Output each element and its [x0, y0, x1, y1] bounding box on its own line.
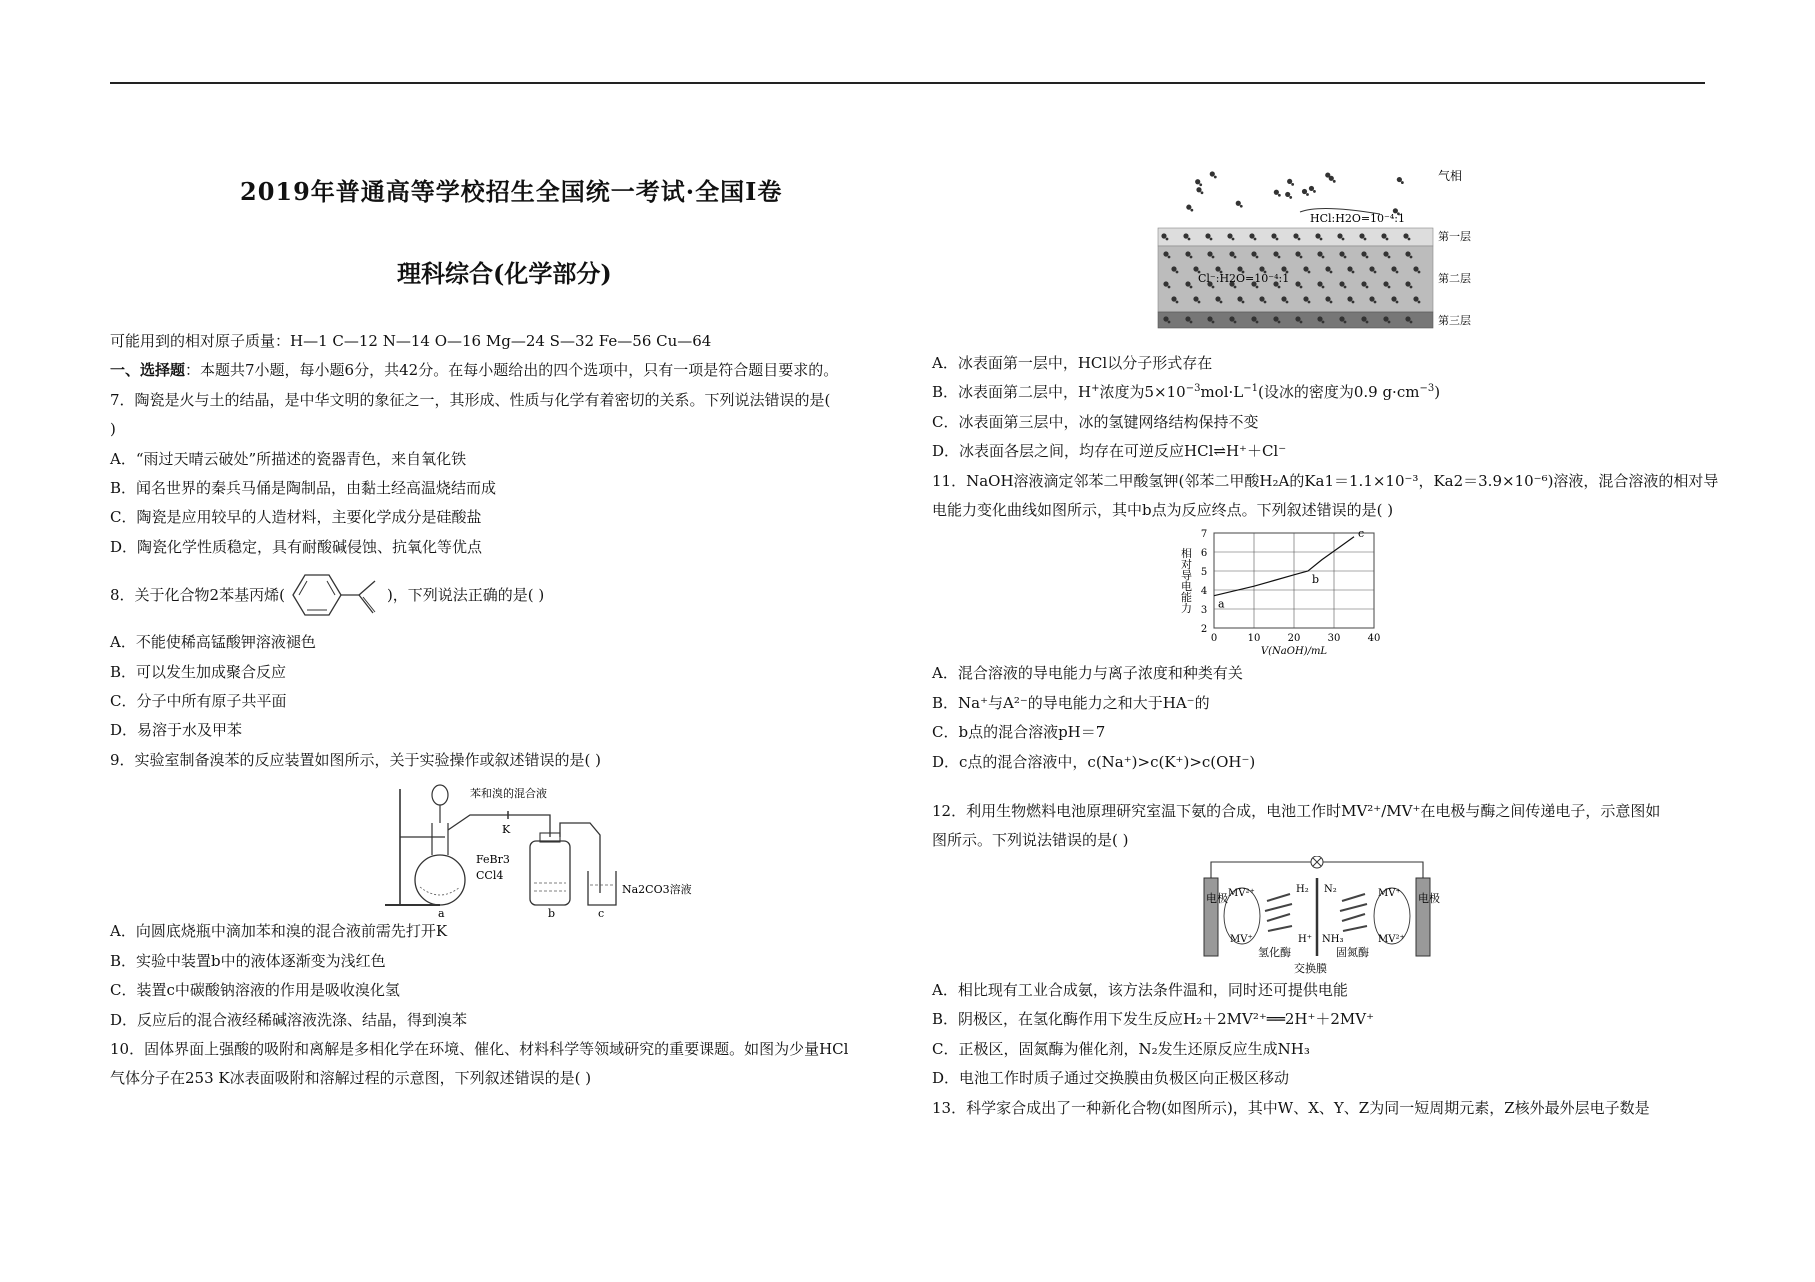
water-molecule-icon — [1168, 286, 1171, 289]
water-molecule-icon — [1344, 321, 1347, 324]
water-molecule-icon — [1210, 171, 1215, 176]
water-molecule-icon — [1185, 316, 1190, 321]
x-tick-label: 0 — [1210, 633, 1218, 645]
q7-option-d: D．陶瓷化学性质稳定，具有耐酸碱侵蚀、抗氧化等优点 — [110, 537, 483, 556]
q8-option-a: A．不能使稀高锰酸钾溶液褪色 — [110, 633, 316, 652]
water-molecule-icon — [1278, 256, 1281, 259]
water-molecule-icon — [1306, 193, 1309, 196]
x-tick-label: 20 — [1287, 633, 1301, 645]
label-layer1: 第一层 — [1438, 230, 1471, 243]
water-molecule-icon — [1190, 256, 1193, 259]
water-molecule-icon — [1199, 183, 1202, 186]
water-molecule-icon — [1329, 176, 1334, 181]
water-molecule-icon — [1259, 296, 1264, 301]
water-molecule-icon — [1273, 251, 1278, 256]
water-molecule-icon — [1259, 266, 1264, 271]
water-molecule-icon — [1185, 251, 1190, 256]
label-ccl4: CCl4 — [476, 869, 504, 883]
section-head: 一、选择题 — [110, 361, 186, 380]
q7-stem: 7．陶瓷是火与土的结晶，是中华文明的象征之一，其形成、性质与化学有着密切的关系。下列说法错误的是( — [110, 390, 831, 409]
water-molecule-icon — [1215, 296, 1220, 301]
water-molecule-icon — [1281, 296, 1286, 301]
water-molecule-icon — [1315, 233, 1320, 238]
section-intro — [110, 356, 905, 385]
water-molecule-icon — [1342, 238, 1345, 241]
water-molecule-icon — [1229, 251, 1234, 256]
conductivity-line — [1214, 537, 1354, 596]
q10-option-b: B．冰表面第二层中，H+浓度为$5\times 10^{-3}mol\cdot L^{-1}$(设冰的密度为0.9 $g\cdot cm^{-3}$) — [932, 383, 1441, 402]
label-febr3: FeBr3 — [476, 853, 510, 867]
q11-chart-figure — [932, 525, 1712, 659]
q9-stem: 9．实验室制备溴苯的反应装置如图所示，关于实验操作或叙述错误的是( ) — [110, 750, 602, 769]
water-molecule-icon — [1214, 176, 1217, 179]
q13-stem: 13．科学家合成出了一种新化合物(如图所示)，其中W、X、Y、Z为同一短周期元素，Z核外最外层电子数是 — [932, 1098, 1650, 1117]
water-molecule-icon — [1278, 321, 1281, 324]
q8-stem-pre: 8．关于化合物2苯基丙烯( — [110, 585, 285, 604]
q10-b-end: (设冰的密度为0.9 g·cm — [1257, 383, 1420, 402]
y-tick-label: 2 — [1200, 624, 1208, 636]
water-molecule-icon — [1364, 238, 1367, 241]
label-hydrogenase: 氢化酶 — [1258, 945, 1291, 959]
water-molecule-icon — [1339, 251, 1344, 256]
q9-option-c: C．装置c中碳酸钠溶液的作用是吸收溴化氢 — [110, 981, 400, 1000]
water-molecule-icon — [1401, 181, 1404, 184]
left-column — [110, 327, 905, 1094]
q12-option-c: C．正极区，固氮酶为催化剂，N₂发生还原反应生成NH₃ — [932, 1039, 1310, 1058]
water-molecule-icon — [1418, 271, 1421, 274]
y-tick-label: 5 — [1200, 567, 1208, 579]
bromobenzene-apparatus-diagram — [110, 775, 905, 917]
water-molecule-icon — [1298, 238, 1301, 241]
water-molecule-icon — [1330, 271, 1333, 274]
q8-stem — [110, 562, 905, 628]
q11-option-a: A．混合溶液的导电能力与离子浓度和种类有关 — [932, 664, 1243, 683]
q10-b-post: mol·L — [1200, 383, 1244, 402]
q10-b-close: ) — [1434, 383, 1441, 402]
water-molecule-icon — [1234, 256, 1237, 259]
label-h: H⁺ — [1298, 933, 1312, 945]
water-molecule-icon — [1171, 266, 1176, 271]
water-molecule-icon — [1413, 296, 1418, 301]
label-layer2: 第二层 — [1438, 272, 1471, 285]
water-molecule-icon — [1291, 183, 1294, 186]
exam-subtitle: 理科综合(化学部分) — [397, 259, 612, 288]
water-molecule-icon — [1273, 316, 1278, 321]
water-molecule-icon — [1374, 301, 1377, 304]
q9-option-a: A．向圆底烧瓶中滴加苯和溴的混合液前需先打开K — [110, 922, 448, 941]
water-molecule-icon — [1317, 251, 1322, 256]
water-molecule-icon — [1163, 281, 1168, 286]
water-molecule-icon — [1161, 233, 1166, 238]
water-molecule-icon — [1207, 251, 1212, 256]
label-n2: N₂ — [1324, 883, 1337, 895]
water-molecule-icon — [1303, 266, 1308, 271]
section-desc: ：本题共7小题，每小题6分，共42分。在每小题给出的四个选项中，只有一项是符合题目要求的。 — [185, 361, 839, 380]
x-tick-label: 40 — [1367, 633, 1381, 645]
water-molecule-icon — [1212, 321, 1215, 324]
water-molecule-icon — [1193, 266, 1198, 271]
water-molecule-icon — [1347, 266, 1352, 271]
water-molecule-icon — [1391, 266, 1396, 271]
q11-option-d: D．c点的混合溶液中，c(Na⁺)>c(K⁺)>c(OH⁻) — [932, 752, 1256, 771]
water-molecule-icon — [1237, 266, 1242, 271]
q8-option-c: C．分子中所有原子共平面 — [110, 692, 287, 711]
point-label-c: c — [1358, 527, 1365, 541]
water-molecule-icon — [1176, 271, 1179, 274]
label-layer3: 第三层 — [1438, 314, 1471, 327]
q10-option-a: A．冰表面第一层中，HCl以分子形式存在 — [932, 354, 1213, 372]
water-molecule-icon — [1300, 286, 1303, 289]
phenylpropene-structure-figure — [285, 567, 387, 623]
water-molecule-icon — [1418, 301, 1421, 304]
water-molecule-icon — [1190, 209, 1193, 212]
label-b: b — [548, 907, 556, 918]
water-molecule-icon — [1322, 256, 1325, 259]
water-molecule-icon — [1163, 251, 1168, 256]
q12-option-b: B．阴极区，在氢化酶作用下发生反应H₂＋2MV²⁺══2H⁺＋2MV⁺ — [932, 1010, 1375, 1029]
water-molecule-icon — [1300, 321, 1303, 324]
top-rule — [110, 82, 1705, 84]
water-molecule-icon — [1198, 301, 1201, 304]
water-molecule-icon — [1185, 281, 1190, 286]
water-molecule-icon — [1201, 191, 1204, 194]
q10-option-d: D．冰表面各层之间，均存在可逆反应HCl⇌H⁺＋Cl⁻ — [932, 442, 1287, 461]
water-molecule-icon — [1403, 233, 1408, 238]
water-molecule-icon — [1264, 301, 1267, 304]
water-molecule-icon — [1254, 238, 1257, 241]
water-molecule-icon — [1339, 316, 1344, 321]
water-molecule-icon — [1285, 192, 1290, 197]
water-molecule-icon — [1232, 238, 1235, 241]
label-mv1-right: MV⁺ — [1378, 887, 1401, 899]
water-molecule-icon — [1256, 321, 1259, 324]
water-molecule-icon — [1236, 201, 1241, 206]
q12-option-a: A．相比现有工业合成氨，该方法条件温和，同时还可提供电能 — [932, 980, 1348, 999]
water-molecule-icon — [1388, 286, 1391, 289]
water-molecule-icon — [1330, 301, 1333, 304]
point-label-b: b — [1312, 573, 1320, 587]
water-molecule-icon — [1302, 189, 1307, 194]
label-a: a — [438, 907, 445, 918]
water-molecule-icon — [1309, 186, 1314, 191]
label-mv1-left: MV⁺ — [1230, 933, 1253, 945]
water-molecule-icon — [1293, 233, 1298, 238]
q10-option-c: C．冰表面第三层中，冰的氢键网络结构保持不变 — [932, 412, 1259, 431]
label-gas-phase: 气相 — [1438, 169, 1463, 183]
water-molecule-icon — [1410, 321, 1413, 324]
water-molecule-icon — [1361, 251, 1366, 256]
water-molecule-icon — [1234, 286, 1237, 289]
water-molecule-icon — [1359, 233, 1364, 238]
label-h2: H₂ — [1296, 883, 1309, 895]
water-molecule-icon — [1413, 266, 1418, 271]
water-molecule-icon — [1251, 316, 1256, 321]
q9-option-d: D．反应后的混合液经稀碱溶液洗涤、结晶，得到溴苯 — [110, 1010, 468, 1029]
q9-apparatus-figure — [110, 775, 905, 917]
water-molecule-icon — [1388, 256, 1391, 259]
water-molecule-icon — [1352, 271, 1355, 274]
ice-surface-figure — [1150, 164, 1490, 334]
q9-option-b: B．实验中装置b中的液体逐渐变为浅红色 — [110, 951, 386, 970]
water-molecule-icon — [1256, 286, 1259, 289]
label-electrode-right: 电极 — [1418, 891, 1440, 905]
water-molecule-icon — [1188, 238, 1191, 241]
water-molecule-icon — [1295, 281, 1300, 286]
water-molecule-icon — [1352, 301, 1355, 304]
water-molecule-icon — [1308, 271, 1311, 274]
fuel-cell-diagram — [932, 856, 1712, 976]
water-molecule-icon — [1183, 233, 1188, 238]
water-molecule-icon — [1408, 238, 1411, 241]
water-molecule-icon — [1333, 180, 1336, 183]
q7-option-b: B．闻名世界的秦兵马俑是陶制品，由黏土经高温烧结而成 — [110, 479, 497, 498]
water-molecule-icon — [1295, 251, 1300, 256]
water-molecule-icon — [1163, 316, 1168, 321]
label-mv2-left: MV²⁺ — [1228, 887, 1255, 899]
water-molecule-icon — [1308, 301, 1311, 304]
water-molecule-icon — [1405, 281, 1410, 286]
water-molecule-icon — [1295, 316, 1300, 321]
q12-option-d: D．电池工作时质子通过交换膜由负极区向正极区移动 — [932, 1069, 1290, 1088]
water-molecule-icon — [1168, 321, 1171, 324]
water-molecule-icon — [1347, 296, 1352, 301]
y-tick-label: 6 — [1200, 548, 1208, 560]
water-molecule-icon — [1207, 316, 1212, 321]
water-molecule-icon — [1281, 266, 1286, 271]
water-molecule-icon — [1366, 286, 1369, 289]
water-molecule-icon — [1186, 205, 1191, 210]
water-molecule-icon — [1190, 321, 1193, 324]
water-molecule-icon — [1410, 256, 1413, 259]
water-molecule-icon — [1278, 194, 1281, 197]
x-tick-label: 10 — [1247, 633, 1261, 645]
water-molecule-icon — [1229, 316, 1234, 321]
water-molecule-icon — [1320, 238, 1323, 241]
q7-option-c: C．陶瓷是应用较早的人造材料，主要化学成分是硅酸盐 — [110, 508, 482, 527]
water-molecule-icon — [1287, 179, 1292, 184]
label-c: c — [598, 907, 605, 918]
label-na2co3: Na2CO3溶液 — [622, 883, 692, 897]
water-molecule-icon — [1168, 256, 1171, 259]
water-molecule-icon — [1366, 321, 1369, 324]
water-molecule-icon — [1369, 266, 1374, 271]
water-molecule-icon — [1240, 205, 1243, 208]
y-tick-label: 4 — [1200, 586, 1208, 598]
water-molecule-icon — [1344, 256, 1347, 259]
y-tick-label: 3 — [1200, 605, 1208, 617]
water-molecule-icon — [1166, 238, 1169, 241]
water-molecule-icon — [1383, 316, 1388, 321]
label-cl-ratio: Cl⁻:H2O=10⁻⁴:1 — [1198, 272, 1290, 285]
water-molecule-icon — [1176, 301, 1179, 304]
exam-title: 2019年普通高等学校招生全国统一考试·全国Ⅰ卷 — [240, 177, 783, 206]
x-axis-label: V(NaOH)/mL — [1260, 646, 1328, 658]
water-molecule-icon — [1374, 271, 1377, 274]
water-molecule-icon — [1405, 316, 1410, 321]
water-molecule-icon — [1196, 187, 1201, 192]
water-molecule-icon — [1391, 296, 1396, 301]
q7-option-a: A．“雨过天晴云破处”所描述的瓷器青色，来自氧化铁 — [110, 449, 467, 468]
right-column — [932, 349, 1719, 1123]
q12-stem-cont: 图所示。下列说法错误的是( ) — [932, 831, 1129, 850]
water-molecule-icon — [1325, 296, 1330, 301]
q10-b-mid: 浓度为5×10 — [1099, 383, 1186, 402]
water-molecule-icon — [1286, 301, 1289, 304]
label-nitrogenase: 固氮酶 — [1336, 945, 1369, 959]
q11-stem-cont: 电能力变化曲线如图所示，其中b点为反应终点。下列叙述错误的是( ) — [932, 501, 1394, 520]
x-tick-label: 30 — [1327, 633, 1341, 645]
point-label-a: a — [1218, 598, 1225, 612]
water-molecule-icon — [1193, 296, 1198, 301]
water-molecule-icon — [1212, 286, 1215, 289]
water-molecule-icon — [1369, 296, 1374, 301]
water-molecule-icon — [1190, 286, 1193, 289]
y-tick-label: 7 — [1200, 529, 1208, 541]
q11-option-b: B．Na⁺与A²⁻的导电能力之和大于HA⁻的 — [932, 693, 1210, 712]
q11-option-c: C．b点的混合溶液pH＝7 — [932, 723, 1106, 742]
water-molecule-icon — [1256, 256, 1259, 259]
water-molecule-icon — [1325, 266, 1330, 271]
water-molecule-icon — [1337, 233, 1342, 238]
water-molecule-icon — [1396, 301, 1399, 304]
water-molecule-icon — [1303, 296, 1308, 301]
label-membrane: 交换膜 — [1294, 961, 1327, 975]
water-molecule-icon — [1171, 296, 1176, 301]
water-molecule-icon — [1212, 256, 1215, 259]
water-molecule-icon — [1234, 321, 1237, 324]
water-molecule-icon — [1383, 251, 1388, 256]
water-molecule-icon — [1271, 233, 1276, 238]
water-molecule-icon — [1220, 301, 1223, 304]
water-molecule-icon — [1210, 238, 1213, 241]
water-molecule-icon — [1383, 281, 1388, 286]
q8-stem-post: )，下列说法正确的是( ) — [386, 585, 545, 604]
water-molecule-icon — [1300, 256, 1303, 259]
water-molecule-icon — [1405, 251, 1410, 256]
label-electrode-left: 电极 — [1206, 891, 1228, 905]
water-molecule-icon — [1410, 286, 1413, 289]
water-molecule-icon — [1317, 281, 1322, 286]
label-hcl-ratio: HCl:H2O=10⁻⁴:1 — [1310, 212, 1405, 225]
label-mixture: 苯和溴的混合液 — [470, 787, 547, 801]
water-molecule-icon — [1322, 286, 1325, 289]
q10-stem: 10．固体界面上强酸的吸附和离解是多相化学在环境、催化、材料科学等领域研究的重要课题。如图为少量HCl — [110, 1039, 849, 1058]
water-molecule-icon — [1386, 238, 1389, 241]
y-axis-label: 相对导电能力 — [1179, 547, 1193, 614]
q10-stem-cont: 气体分子在253 K冰表面吸附和溶解过程的示意图，下列叙述错误的是( ) — [110, 1069, 592, 1088]
q8-option-d: D．易溶于水及甲苯 — [110, 721, 243, 740]
conductivity-chart — [932, 525, 1712, 659]
q12-stem: 12．利用生物燃料电池原理研究室温下氨的合成，电池工作时MV²⁺/MV⁺在电极与酶之间传递电子，示意图如 — [932, 802, 1661, 821]
water-molecule-icon — [1339, 281, 1344, 286]
label-k: K — [502, 823, 511, 837]
water-molecule-icon — [1381, 233, 1386, 238]
label-nh3: NH₃ — [1322, 933, 1344, 945]
water-molecule-icon — [1251, 251, 1256, 256]
water-molecule-icon — [1361, 316, 1366, 321]
water-molecule-icon — [1388, 321, 1391, 324]
water-molecule-icon — [1227, 233, 1232, 238]
water-molecule-icon — [1242, 301, 1245, 304]
water-molecule-icon — [1344, 286, 1347, 289]
q8-option-b: B．可以发生加成聚合反应 — [110, 662, 287, 681]
water-molecule-icon — [1289, 196, 1292, 199]
water-molecule-icon — [1361, 281, 1366, 286]
water-molecule-icon — [1317, 316, 1322, 321]
water-molecule-icon — [1237, 296, 1242, 301]
water-molecule-icon — [1366, 256, 1369, 259]
q10-b-pre: B．冰表面第二层中，H — [932, 383, 1092, 402]
q12-fuel-cell-figure — [932, 856, 1712, 976]
water-molecule-icon — [1205, 233, 1210, 238]
water-molecule-icon — [1249, 233, 1254, 238]
water-molecule-icon — [1278, 286, 1281, 289]
water-molecule-icon — [1215, 266, 1220, 271]
water-molecule-icon — [1274, 190, 1279, 195]
label-mv2-right: MV²⁺ — [1378, 933, 1405, 945]
water-molecule-icon — [1397, 177, 1402, 182]
water-molecule-icon — [1396, 271, 1399, 274]
water-molecule-icon — [1322, 321, 1325, 324]
water-molecule-icon — [1313, 190, 1316, 193]
water-molecule-icon — [1195, 179, 1200, 184]
q7-stem-cont: ) — [110, 420, 116, 439]
water-molecule-icon — [1276, 238, 1279, 241]
atomic-masses: 可能用到的相对原子质量：H—1 C—12 N—14 O—16 Mg—24 S—32 Fe—56 Cu—64 — [110, 332, 712, 350]
q11-stem: 11．NaOH溶液滴定邻苯二甲酸氢钾(邻苯二甲酸H₂A的Ka1＝1.1×10⁻³，Ka2＝3.9×10⁻⁶)溶液，混合溶液的相对导 — [932, 471, 1719, 490]
